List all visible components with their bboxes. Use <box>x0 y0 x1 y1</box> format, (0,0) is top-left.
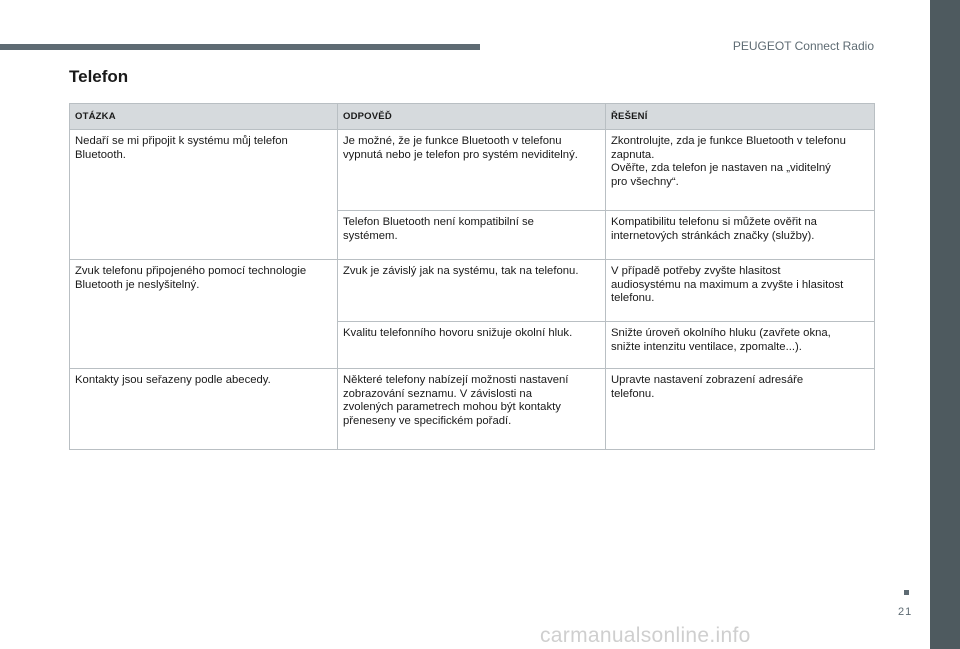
solution-line: audiosystému na maximum a zvyšte i hlasitost <box>611 278 844 291</box>
header-accent-bar <box>0 44 480 50</box>
answer-line: Telefon Bluetooth není kompatibilní se <box>343 216 534 228</box>
solution-line: Upravte nastavení zobrazení adresáře <box>611 374 804 386</box>
solution-cell <box>606 211 875 260</box>
watermark: carmanualsonline.info <box>540 624 751 647</box>
question-line: Bluetooth. <box>75 148 126 161</box>
table-row <box>70 260 875 322</box>
column-header-question: OTÁZKA <box>70 104 338 130</box>
solution-cell <box>606 322 875 369</box>
question-line: Nedaří se mi připojit k systému můj telefon <box>75 135 288 147</box>
answer-cell <box>338 369 606 450</box>
answer-cell <box>338 211 606 260</box>
question-cell <box>70 260 338 369</box>
answer-line: zvolených parametrech mohou být kontakty <box>343 401 561 414</box>
solution-line: internetových stránkách značky (služby). <box>611 229 815 242</box>
solution-line: telefonu. <box>611 292 655 305</box>
solution-line: telefonu. <box>611 387 655 400</box>
answer-line: vypnutá nebo je telefon pro systém neviditelný. <box>343 148 578 161</box>
header-brand-title: PEUGEOT Connect Radio <box>732 39 874 53</box>
page-title: Telefon <box>69 67 129 86</box>
answer-line: Kvalitu telefonního hovoru snižuje okolní hluk. <box>343 327 573 339</box>
table-header-row <box>70 104 875 130</box>
solution-line: Zkontrolujte, zda je funkce Bluetooth v telefonu <box>611 135 846 147</box>
solution-line: Snižte úroveň okolního hluku (zavřete okna, <box>611 327 831 339</box>
page-number: 21 <box>898 606 913 618</box>
question-line: Kontakty jsou seřazeny podle abecedy. <box>75 374 271 386</box>
answer-line: přeneseny ve specifickém pořadí. <box>343 414 512 427</box>
solution-cell <box>606 130 875 211</box>
column-header-answer: ODPOVĚĎ <box>338 104 606 130</box>
faq-table <box>69 103 875 450</box>
solution-line: pro všechny“. <box>611 175 679 188</box>
side-strip <box>930 0 960 649</box>
answer-cell <box>338 260 606 322</box>
solution-line: Ověřte, zda telefon je nastaven na „viditelný <box>611 162 831 175</box>
answer-line: Je možné, že je funkce Bluetooth v telefonu <box>343 135 562 147</box>
answer-cell <box>338 130 606 211</box>
answer-line: Zvuk je závislý jak na systému, tak na telefonu. <box>343 265 579 277</box>
answer-cell <box>338 322 606 369</box>
question-cell <box>70 130 338 260</box>
solution-line: Kompatibilitu telefonu si můžete ověřit na <box>611 216 817 228</box>
answer-line: zobrazování seznamu. V závislosti na <box>343 387 533 400</box>
solution-cell <box>606 260 875 322</box>
table-row <box>70 369 875 450</box>
page-marker-icon <box>904 590 909 595</box>
question-cell <box>70 369 338 450</box>
solution-line: snižte intenzitu ventilace, zpomalte...). <box>611 340 802 353</box>
question-line: Zvuk telefonu připojeného pomocí technologie <box>75 265 307 277</box>
answer-line: systémem. <box>343 229 398 242</box>
column-header-solution: ŘEŠENÍ <box>606 104 875 130</box>
question-line: Bluetooth je neslyšitelný. <box>75 278 200 291</box>
answer-line: Některé telefony nabízejí možnosti nastavení <box>343 374 569 386</box>
table-row <box>70 130 875 211</box>
solution-line: V případě potřeby zvyšte hlasitost <box>611 265 781 277</box>
solution-line: zapnuta. <box>611 148 655 161</box>
solution-cell <box>606 369 875 450</box>
